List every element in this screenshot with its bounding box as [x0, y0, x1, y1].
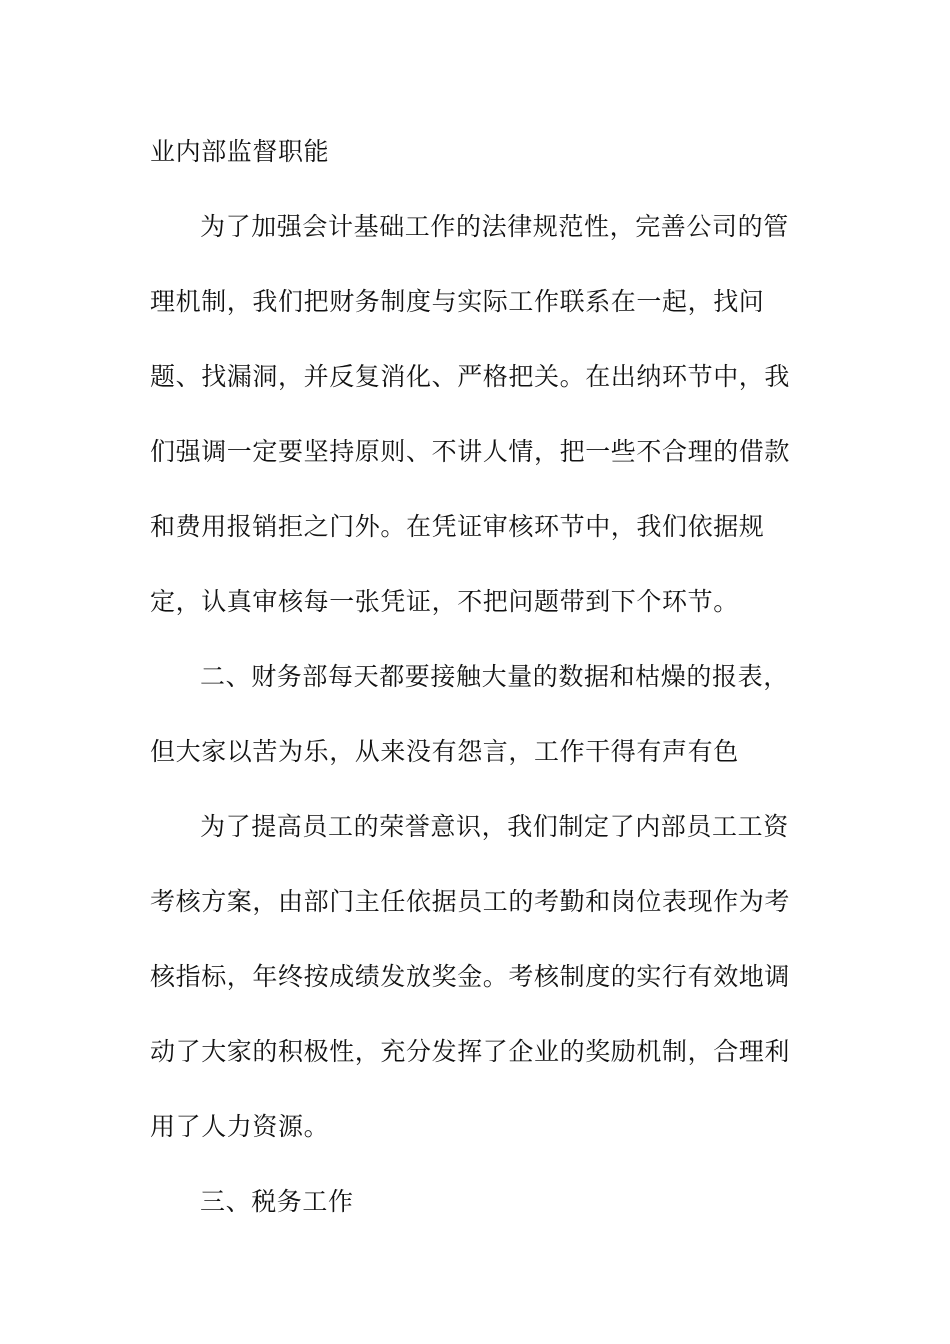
- paragraph-line-14: 用了人力资源。: [150, 1112, 330, 1141]
- text-line-1: 业内部监督职能: [150, 137, 330, 166]
- section-heading-3: 三、税务工作: [200, 1187, 354, 1216]
- paragraph-line-12: 核指标，年终按成绩发放奖金。考核制度的实行有效地调: [150, 962, 791, 991]
- paragraph-line-4: 题、找漏洞，并反复消化、严格把关。在出纳环节中，我: [150, 362, 791, 391]
- paragraph-line-11: 考核方案，由部门主任依据员工的考勤和岗位表现作为考: [150, 887, 791, 916]
- paragraph-line-5: 们强调一定要坚持原则、不讲人情，把一些不合理的借款: [150, 437, 791, 466]
- paragraph-line-3: 理机制，我们把财务制度与实际工作联系在一起，找问: [150, 287, 765, 316]
- paragraph-line-13: 动了大家的积极性，充分发挥了企业的奖励机制，合理利: [150, 1037, 791, 1066]
- paragraph-line-6: 和费用报销拒之门外。在凭证审核环节中，我们依据规: [150, 512, 765, 541]
- paragraph-line-10: 为了提高员工的荣誉意识，我们制定了内部员工工资: [200, 812, 789, 841]
- section-heading-2-cont: 但大家以苦为乐，从来没有怨言，工作干得有声有色: [150, 737, 739, 766]
- paragraph-line-2: 为了加强会计基础工作的法律规范性，完善公司的管: [200, 212, 789, 241]
- section-heading-2: 二、财务部每天都要接触大量的数据和枯燥的报表，: [200, 662, 789, 691]
- paragraph-line-7: 定，认真审核每一张凭证，不把问题带到下个环节。: [150, 587, 739, 616]
